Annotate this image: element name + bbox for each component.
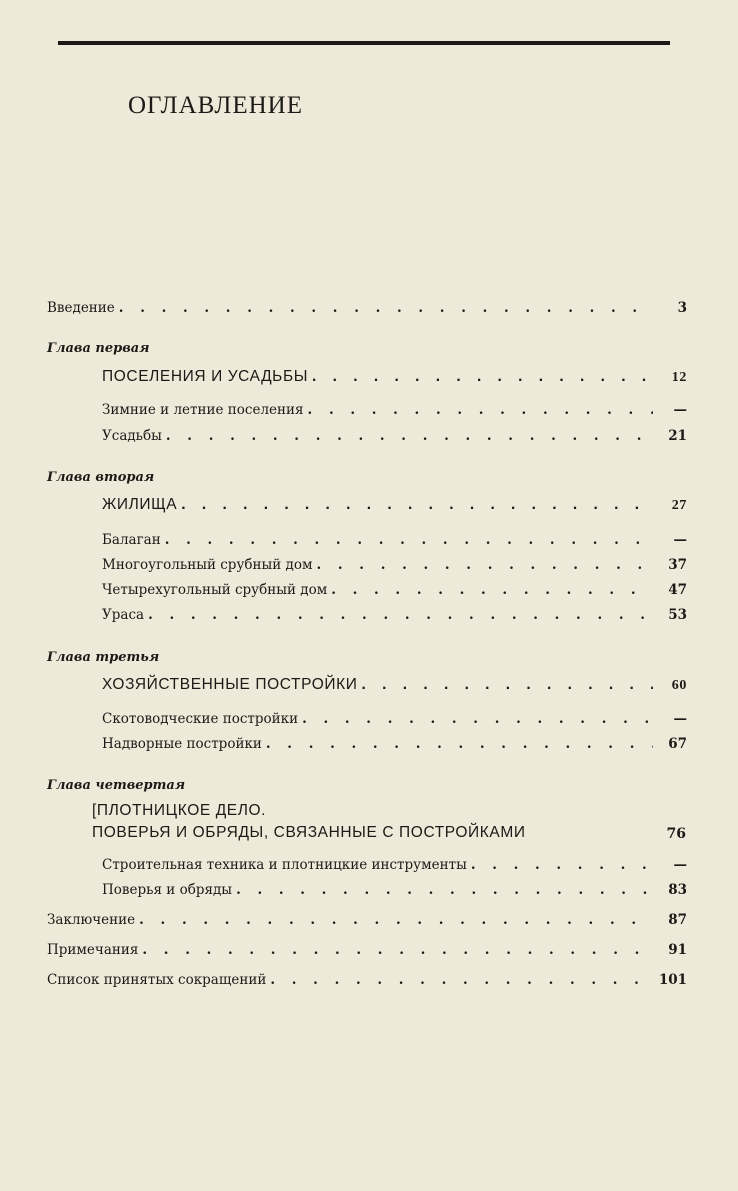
toc-entry-conclusion[interactable] (47, 912, 687, 928)
toc-section-label: Ураса (102, 607, 145, 623)
toc-section-label: Надворные постройки (102, 736, 262, 752)
toc-entry-page: 87 (668, 912, 687, 928)
toc-entry-page: 27 (671, 498, 687, 513)
toc-chapter-2[interactable] (102, 496, 687, 514)
leader-dots (270, 972, 653, 988)
toc-section-label: Строительная техника и плотницкие инструменты (102, 857, 467, 873)
toc-entry-page: 53 (668, 607, 687, 623)
toc-entry-abbreviations[interactable] (47, 972, 687, 988)
toc-section[interactable] (102, 402, 687, 418)
leader-dots (302, 711, 653, 727)
toc-section-label: Зимние и летние поселения (102, 402, 304, 418)
leader-dots (362, 676, 654, 694)
leader-dots (312, 368, 653, 386)
toc-chapter-title-line2: ПОВЕРЬЯ И ОБРЯДЫ, СВЯЗАННЫЕ С ПОСТРОЙКАМИ (92, 824, 526, 841)
leader-dots (331, 582, 653, 598)
toc-section[interactable] (102, 607, 687, 623)
toc-entry-page: 67 (668, 736, 687, 752)
toc-section-label: Усадьбы (102, 428, 162, 444)
leader-dots (119, 300, 653, 316)
toc-entry-page: — (673, 532, 687, 548)
toc-entry-page: — (673, 857, 687, 873)
leader-dots (266, 736, 653, 752)
toc-entry-page: 47 (668, 582, 687, 598)
toc-chapter-3[interactable] (102, 676, 687, 694)
toc-section[interactable] (102, 532, 687, 548)
toc-entry-page: — (673, 402, 687, 418)
leader-dots (317, 557, 654, 573)
toc-chapter-title: ХОЗЯЙСТВЕННЫЕ ПОСТРОЙКИ (102, 676, 358, 693)
chapter-caption: Глава третья (47, 650, 160, 665)
toc-entry-page: 37 (668, 557, 687, 573)
toc-entry-page: 3 (677, 300, 687, 316)
chapter-caption: Глава четвертая (47, 778, 186, 793)
toc-entry-page: 91 (668, 942, 687, 958)
toc-section-label: Четырехугольный срубный дом (102, 582, 328, 598)
toc-entry-label: Список принятых сокращений (47, 972, 267, 988)
toc-section-label: Многоугольный срубный дом (102, 557, 313, 573)
toc-section[interactable] (102, 882, 687, 898)
toc-section[interactable] (102, 557, 687, 573)
toc-entry-page: 76 (666, 826, 686, 842)
toc-section[interactable] (102, 428, 687, 444)
chapter-caption: Глава вторая (47, 470, 155, 485)
toc-chapter-4[interactable] (92, 800, 526, 844)
leader-dots (148, 607, 653, 623)
toc-section[interactable] (102, 857, 687, 873)
toc-chapter-title: ПОСЕЛЕНИЯ И УСАДЬБЫ (102, 368, 309, 385)
toc-section-label: Скотоводческие постройки (102, 711, 299, 727)
toc-entry-page: 101 (658, 972, 687, 988)
toc-section[interactable] (102, 711, 687, 727)
toc-entry-page: — (673, 711, 687, 727)
leader-dots (166, 428, 653, 444)
toc-chapter-1[interactable] (102, 368, 687, 386)
leader-dots (308, 402, 653, 418)
chapter-caption: Глава первая (47, 341, 150, 356)
toc-section-label: Балаган (102, 532, 161, 548)
leader-dots (139, 912, 653, 928)
toc-entry-label: Примечания (47, 942, 139, 958)
toc-chapter-title-line1: [ПЛОТНИЦКОЕ ДЕЛО. (92, 802, 267, 819)
toc-entry-page: 21 (668, 428, 687, 444)
toc-entry-page: 60 (671, 678, 687, 693)
toc-section[interactable] (102, 582, 687, 598)
toc-section-label: Поверья и обряды (102, 882, 233, 898)
toc-entry-page: 83 (668, 882, 687, 898)
toc-entry-intro[interactable] (47, 300, 687, 316)
toc-entry-label: Введение (47, 300, 115, 316)
leader-dots (236, 882, 653, 898)
toc-entry-page: 12 (671, 370, 687, 385)
leader-dots (142, 942, 653, 958)
toc-entry-notes[interactable] (47, 942, 687, 958)
toc-section[interactable] (102, 736, 687, 752)
toc-entry-label: Заключение (47, 912, 136, 928)
leader-dots (471, 857, 653, 873)
top-rule (58, 41, 670, 45)
page-title: ОГЛАВЛЕНИЕ (128, 92, 303, 119)
leader-dots (181, 496, 653, 514)
toc-chapter-title: ЖИЛИЩА (102, 496, 178, 513)
leader-dots (165, 532, 653, 548)
